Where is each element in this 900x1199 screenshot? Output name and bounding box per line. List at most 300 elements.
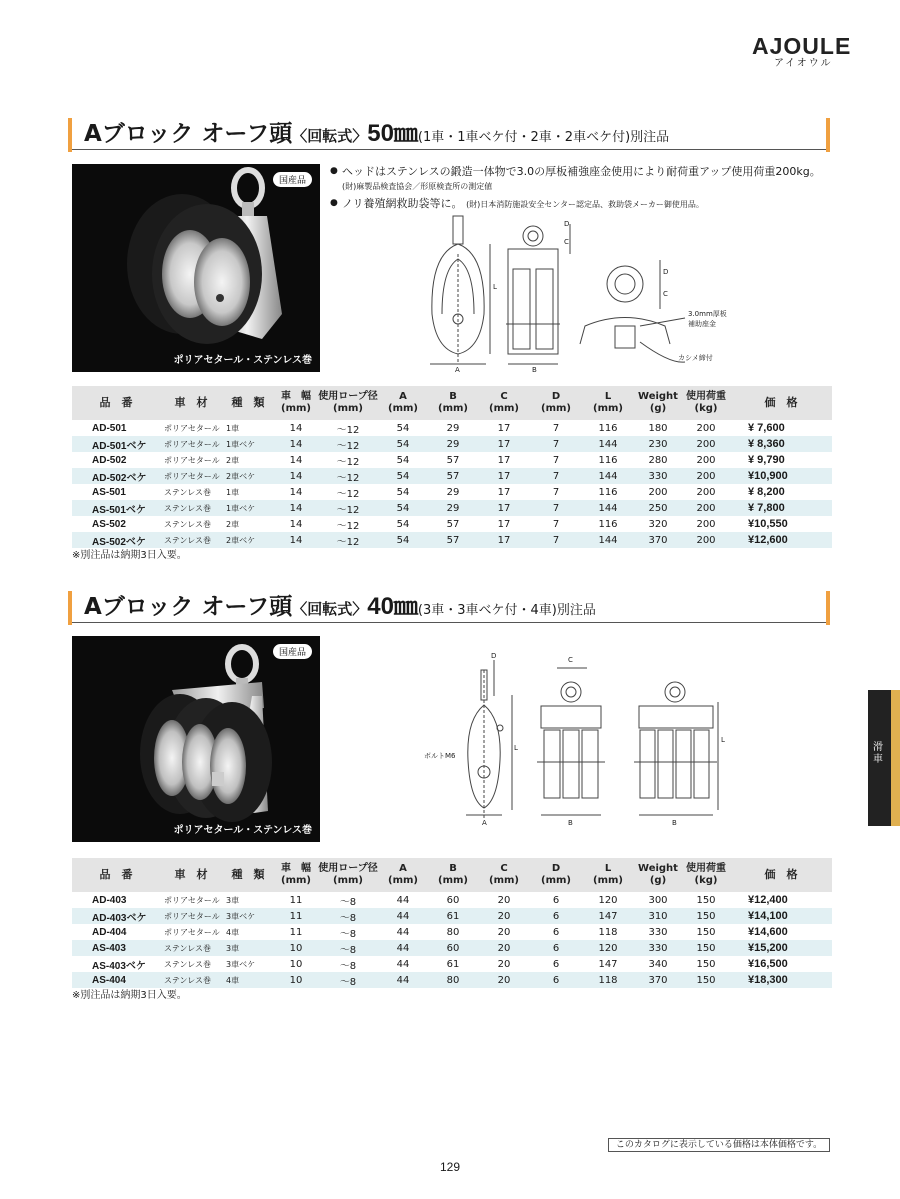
cell-l: 118 [582, 972, 634, 988]
cell-material: ステンレス巻 [160, 500, 222, 516]
cell-b: 57 [428, 468, 478, 484]
cell-weight: 310 [634, 908, 682, 924]
cell-code: AS-404 [72, 972, 160, 988]
cell-code: AD-404 [92, 926, 127, 938]
cell-width: 14 [274, 436, 318, 452]
col-l [582, 386, 634, 420]
cell-l: 144 [582, 468, 634, 484]
section1-title-variants: (1車・1車ベケ付・2車・2車ベケ付) [417, 130, 631, 145]
cell-rope: 〜12 [318, 532, 378, 548]
cell-l: 116 [598, 422, 618, 434]
dim-label-l: L [493, 283, 497, 291]
cell-c: 17 [497, 518, 511, 530]
cell-code: AS-501 [92, 486, 126, 498]
col-load-unit: (kg) [694, 403, 718, 414]
cell-weight: 230 [634, 436, 682, 452]
spec-table-50mm-body [72, 420, 832, 548]
cell-material: ステンレス巻 [160, 972, 222, 988]
cell-weight: 180 [648, 422, 668, 434]
table-header-row [72, 386, 832, 420]
col-l-unit: (mm) [593, 875, 623, 886]
cell-width: 14 [289, 422, 303, 434]
cell-b: 80 [428, 972, 478, 988]
dim-label-a: A [482, 819, 487, 827]
domestic-badge: 国産品 [273, 172, 312, 187]
table-row [72, 500, 832, 516]
col-b [428, 858, 478, 892]
col-c-label: C [500, 391, 508, 402]
cell-l: 116 [598, 486, 618, 498]
photo-caption: ポリアセタール・ステンレス巻 [173, 355, 312, 366]
cell-width: 14 [274, 468, 318, 484]
section1-title-type: 〈回転式〉 [292, 127, 368, 145]
cell-a: 44 [396, 958, 410, 970]
col-d-unit: (mm) [541, 403, 571, 414]
cell-d: 7 [530, 532, 582, 548]
cell-load: 150 [682, 972, 730, 988]
col-l [582, 858, 634, 892]
cell-price: ¥16,500 [748, 958, 788, 970]
section1-title-main: Aブロック オーフ頭 [84, 121, 293, 147]
dim-label-b: B [532, 366, 537, 374]
cell-weight: 320 [648, 518, 668, 530]
cell-width: 11 [289, 926, 303, 938]
cell-code: AS-502 [92, 518, 126, 530]
cell-load: 150 [682, 908, 730, 924]
col-b-label: B [449, 863, 457, 874]
cell-width: 14 [289, 518, 303, 530]
col-d [530, 386, 582, 420]
col-material: 車 材 [160, 858, 222, 892]
cell-weight: 330 [634, 468, 682, 484]
cell-l: 116 [598, 454, 618, 466]
cell-material: ステンレス巻 [164, 519, 211, 529]
cell-b: 61 [428, 908, 478, 924]
section1-footnote: ※別注品は納期3日入要。 [72, 550, 187, 561]
col-d-label: D [551, 863, 561, 874]
cell-l: 144 [582, 532, 634, 548]
col-c-unit: (mm) [489, 403, 519, 414]
col-l-label: L [604, 391, 612, 402]
photo-caption: ポリアセタール・ステンレス巻 [173, 825, 312, 836]
cell-l: 147 [582, 908, 634, 924]
col-kind: 種 類 [222, 858, 274, 892]
cell-kind: 4車 [226, 927, 240, 937]
side-tab-stripe [891, 690, 900, 826]
table-row [72, 436, 832, 452]
cell-price: ¥14,600 [748, 926, 788, 938]
col-a-label: A [399, 863, 407, 874]
cell-rope: 〜12 [318, 468, 378, 484]
dim-label-d: D [564, 220, 570, 228]
cell-a: 44 [396, 894, 410, 906]
cell-material: ポリアセタール [164, 455, 220, 465]
cell-a: 44 [378, 908, 428, 924]
cell-a: 54 [396, 422, 410, 434]
table-header-row [72, 858, 832, 892]
dimension-drawing-50mm [420, 214, 760, 374]
cell-b: 60 [446, 894, 460, 906]
cell-d: 6 [530, 908, 582, 924]
cell-kind: 1車 [226, 487, 240, 497]
cell-price: ¥18,300 [730, 972, 832, 988]
plate-label-2: 補助座金 [688, 320, 716, 328]
cell-width: 14 [289, 454, 303, 466]
section1-title [68, 118, 830, 150]
table-row [72, 516, 832, 532]
col-weight-unit: (g) [649, 875, 667, 886]
col-l-label: L [604, 863, 612, 874]
cell-b: 29 [446, 422, 460, 434]
feature-bullet-2-note: (財)日本消防施設安全センター認定品、救助袋メーカー御使用品。 [466, 200, 704, 209]
cell-width: 11 [289, 894, 303, 906]
cell-d: 7 [530, 436, 582, 452]
dim-label-d2: D [663, 268, 669, 276]
cell-price: ¥14,100 [730, 908, 832, 924]
cell-b: 57 [428, 532, 478, 548]
cell-b: 29 [428, 500, 478, 516]
col-kind: 種 類 [222, 386, 274, 420]
col-a-unit: (mm) [388, 875, 418, 886]
section2-title-variants: (3車・3車ベケ付・4車) [417, 603, 557, 618]
cell-d: 7 [552, 422, 560, 434]
title-accent-right [826, 118, 830, 152]
col-a-label: A [399, 391, 407, 402]
col-width [274, 858, 318, 892]
col-c-unit: (mm) [489, 875, 519, 886]
cell-width: 14 [289, 486, 303, 498]
col-price: 価 格 [730, 858, 832, 892]
cell-c: 20 [497, 894, 511, 906]
cell-rope: 〜12 [336, 456, 360, 468]
cell-rope: 〜8 [339, 896, 357, 908]
cell-width: 11 [274, 908, 318, 924]
spec-table-40mm-body [72, 892, 832, 988]
cell-l: 147 [598, 958, 618, 970]
cell-c: 17 [478, 532, 530, 548]
col-b-unit: (mm) [438, 875, 468, 886]
cell-c: 17 [497, 486, 511, 498]
cell-d: 6 [552, 926, 560, 938]
cell-c: 17 [478, 468, 530, 484]
col-rope [318, 858, 378, 892]
col-l-unit: (mm) [593, 403, 623, 414]
dim-label-b2: B [672, 819, 677, 827]
cell-a: 54 [396, 518, 410, 530]
section2-title-type: 〈回転式〉 [292, 600, 368, 618]
cell-code: AS-403 [72, 940, 160, 956]
page-number: 129 [439, 1160, 461, 1174]
cell-l: 120 [582, 940, 634, 956]
col-code: 品 番 [72, 858, 160, 892]
cell-load: 200 [682, 436, 730, 452]
cell-code: AS-403ベケ [92, 960, 146, 972]
section2-title-suffix: 別注品 [556, 603, 596, 618]
cell-kind: 2車ベケ [222, 468, 274, 484]
cell-weight: 300 [648, 894, 668, 906]
cell-rope: 〜8 [318, 972, 378, 988]
col-a-unit: (mm) [388, 403, 418, 414]
col-weight [634, 386, 682, 420]
col-rope-unit: (mm) [333, 403, 363, 414]
cell-rope: 〜12 [318, 436, 378, 452]
cell-d: 6 [552, 958, 560, 970]
cell-material: ポリアセタール [160, 436, 222, 452]
dim-label-c: C [564, 238, 569, 246]
cell-load: 200 [682, 500, 730, 516]
product-photo-40mm [72, 636, 320, 842]
col-load-label: 使用荷重 [686, 863, 726, 874]
spec-table-40mm [72, 858, 832, 988]
cell-l: 144 [582, 436, 634, 452]
cell-rope: 〜12 [336, 488, 360, 500]
section2-footnote: ※別注品は納期3日入要。 [72, 990, 187, 1001]
cell-material: ポリアセタール [160, 468, 222, 484]
cell-a: 54 [378, 500, 428, 516]
table-row [72, 484, 832, 500]
col-d [530, 858, 582, 892]
product-photo-50mm [72, 164, 320, 372]
feature-bullet-2 [330, 196, 830, 212]
cell-kind: 3車 [226, 895, 240, 905]
cell-rope: 〜8 [318, 908, 378, 924]
cell-d: 7 [530, 468, 582, 484]
cell-load: 200 [696, 518, 716, 530]
cell-a: 54 [396, 454, 410, 466]
cell-width: 10 [274, 940, 318, 956]
cell-code: AD-403 [92, 894, 127, 906]
dim-label-a: A [455, 366, 460, 374]
feature-list [330, 164, 830, 212]
cell-price: ¥ 7,800 [730, 500, 832, 516]
cell-weight: 370 [634, 532, 682, 548]
col-a [378, 386, 428, 420]
col-width-unit: (mm) [281, 403, 311, 414]
feature-bullet-1: ● ヘッドはステンレスの鍛造一体物で3.0の厚板補強座金使用により耐荷重アップ使用荷重200kg。 [330, 164, 830, 179]
table-row [72, 892, 832, 908]
cell-a: 44 [396, 926, 410, 938]
cell-d: 7 [530, 500, 582, 516]
col-d-label: D [551, 391, 561, 402]
cell-d: 6 [552, 894, 560, 906]
cell-d: 7 [552, 486, 560, 498]
feature-bullet-2-text: ノリ養殖網救助袋等に。 [342, 197, 463, 210]
col-b [428, 386, 478, 420]
cell-material: ポリアセタール [164, 927, 220, 937]
side-tab-label: 滑車 [873, 742, 883, 765]
col-width [274, 386, 318, 420]
cell-material: ステンレス巻 [164, 959, 211, 969]
col-load [682, 858, 730, 892]
cell-c: 17 [497, 454, 511, 466]
cell-c: 20 [497, 958, 511, 970]
cell-price: ¥10,900 [730, 468, 832, 484]
cell-price: ¥12,600 [730, 532, 832, 548]
cell-code: AD-501 [92, 422, 127, 434]
dim-label-l: L [514, 744, 518, 752]
cell-rope: 〜8 [318, 940, 378, 956]
col-weight-label: Weight [638, 391, 678, 402]
table-row [72, 908, 832, 924]
cell-d: 7 [552, 518, 560, 530]
col-rope [318, 386, 378, 420]
table-row [72, 468, 832, 484]
col-rope-label: 使用ロープ径 [318, 391, 378, 402]
spec-table-50mm [72, 386, 832, 548]
cell-price: ¥15,200 [730, 940, 832, 956]
col-c-label: C [500, 863, 508, 874]
cell-b: 57 [446, 454, 460, 466]
cell-weight: 330 [634, 940, 682, 956]
cell-material: ポリアセタール [160, 908, 222, 924]
brand-logo [752, 33, 852, 74]
cell-l: 144 [582, 500, 634, 516]
cell-price: ¥ 8,360 [730, 436, 832, 452]
section1-title-size: 50㎜ [367, 120, 418, 147]
cell-a: 44 [378, 972, 428, 988]
table-row [72, 924, 832, 940]
feature-bullet-1-note: (財)麻製品検査協会／形原検査所の測定値 [342, 182, 493, 191]
col-weight-unit: (g) [649, 403, 667, 414]
cell-material: ポリアセタール [164, 423, 220, 433]
domestic-badge: 国産品 [273, 644, 312, 659]
cell-kind: 2車 [226, 455, 240, 465]
col-code: 品 番 [72, 386, 160, 420]
bolt-label: ボルトM6 [424, 752, 456, 760]
dimension-drawing-40mm [420, 650, 740, 830]
col-load [682, 386, 730, 420]
cell-weight: 200 [648, 486, 668, 498]
cell-weight: 280 [648, 454, 668, 466]
section2-title-main: Aブロック オーフ頭 [84, 594, 293, 620]
col-c [478, 386, 530, 420]
cell-width: 14 [274, 532, 318, 548]
pulley-photo-illustration [72, 164, 320, 372]
col-load-label: 使用荷重 [686, 391, 726, 402]
cell-code: AS-502ベケ [72, 532, 160, 548]
cell-code: AD-403ベケ [72, 908, 160, 924]
cell-b: 57 [446, 518, 460, 530]
plate-label: 3.0mm厚板 [688, 310, 727, 318]
col-rope-unit: (mm) [333, 875, 363, 886]
cell-weight: 250 [634, 500, 682, 516]
cell-kind: 1車ベケ [222, 436, 274, 452]
category-side-tab[interactable] [868, 690, 900, 826]
brand-kana: アイオウル [774, 58, 833, 69]
cell-weight: 340 [648, 958, 668, 970]
dim-label-b: B [568, 819, 573, 827]
cell-l: 120 [598, 894, 618, 906]
section2-title-size: 40㎜ [367, 593, 418, 620]
col-b-unit: (mm) [438, 403, 468, 414]
col-width-label: 車 幅 [281, 391, 311, 402]
table-row [72, 940, 832, 956]
cell-a: 54 [378, 532, 428, 548]
price-note: このカタログに表示している価格は本体価格です。 [608, 1138, 830, 1152]
cell-price: ¥ 8,200 [748, 486, 785, 498]
cell-material: ステンレス巻 [160, 532, 222, 548]
cell-d: 6 [530, 972, 582, 988]
cell-kind: 2車ベケ [222, 532, 274, 548]
cell-b: 29 [446, 486, 460, 498]
cell-load: 150 [696, 894, 716, 906]
cell-load: 200 [696, 454, 716, 466]
rivet-label: カシメ締付 [678, 354, 713, 362]
col-width-label: 車 幅 [281, 863, 311, 874]
cell-d: 6 [530, 940, 582, 956]
cell-c: 17 [497, 422, 511, 434]
col-weight-label: Weight [638, 863, 678, 874]
cell-d: 7 [552, 454, 560, 466]
cell-a: 54 [378, 436, 428, 452]
cell-a: 44 [378, 940, 428, 956]
dim-label-d: D [491, 652, 497, 660]
dim-label-c: C [568, 656, 573, 664]
cell-load: 200 [682, 468, 730, 484]
cell-a: 54 [396, 486, 410, 498]
cell-load: 200 [682, 532, 730, 548]
col-d-unit: (mm) [541, 875, 571, 886]
cell-weight: 370 [634, 972, 682, 988]
title-accent-left [68, 118, 72, 152]
col-rope-label: 使用ロープ径 [318, 863, 378, 874]
col-width-unit: (mm) [281, 875, 311, 886]
cell-kind: 1車ベケ [222, 500, 274, 516]
cell-price: ¥12,400 [748, 894, 788, 906]
cell-width: 14 [274, 500, 318, 516]
cell-rope: 〜8 [339, 928, 357, 940]
title-accent-right [826, 591, 830, 625]
cell-c: 20 [478, 972, 530, 988]
dim-label-l2: L [721, 736, 725, 744]
cell-rope: 〜12 [318, 500, 378, 516]
cell-load: 200 [696, 486, 716, 498]
table-row [72, 956, 832, 972]
col-price: 価 格 [730, 386, 832, 420]
cell-kind: 1車 [226, 423, 240, 433]
cell-code: AD-502ベケ [72, 468, 160, 484]
col-material: 車 材 [160, 386, 222, 420]
cell-price: ¥ 7,600 [748, 422, 785, 434]
col-load-unit: (kg) [694, 875, 718, 886]
cell-b: 60 [428, 940, 478, 956]
cell-load: 150 [696, 958, 716, 970]
cell-kind: 3車ベケ [222, 908, 274, 924]
cell-rope: 〜8 [339, 960, 357, 972]
cell-material: ステンレス巻 [160, 940, 222, 956]
cell-width: 10 [274, 972, 318, 988]
cell-material: ポリアセタール [164, 895, 220, 905]
cell-c: 20 [478, 940, 530, 956]
section2-title [68, 591, 830, 623]
cell-b: 61 [446, 958, 460, 970]
title-accent-left [68, 591, 72, 625]
cell-kind: 2車 [226, 519, 240, 529]
cell-weight: 330 [648, 926, 668, 938]
cell-price: ¥ 9,790 [748, 454, 785, 466]
cell-rope: 〜12 [336, 424, 360, 436]
cell-l: 116 [598, 518, 618, 530]
cell-rope: 〜12 [336, 520, 360, 532]
dim-label-c2: C [663, 290, 668, 298]
cell-c: 20 [497, 926, 511, 938]
cell-b: 80 [446, 926, 460, 938]
cell-c: 17 [478, 500, 530, 516]
cell-b: 29 [428, 436, 478, 452]
cell-l: 118 [598, 926, 618, 938]
col-c [478, 858, 530, 892]
cell-code: AD-502 [92, 454, 127, 466]
